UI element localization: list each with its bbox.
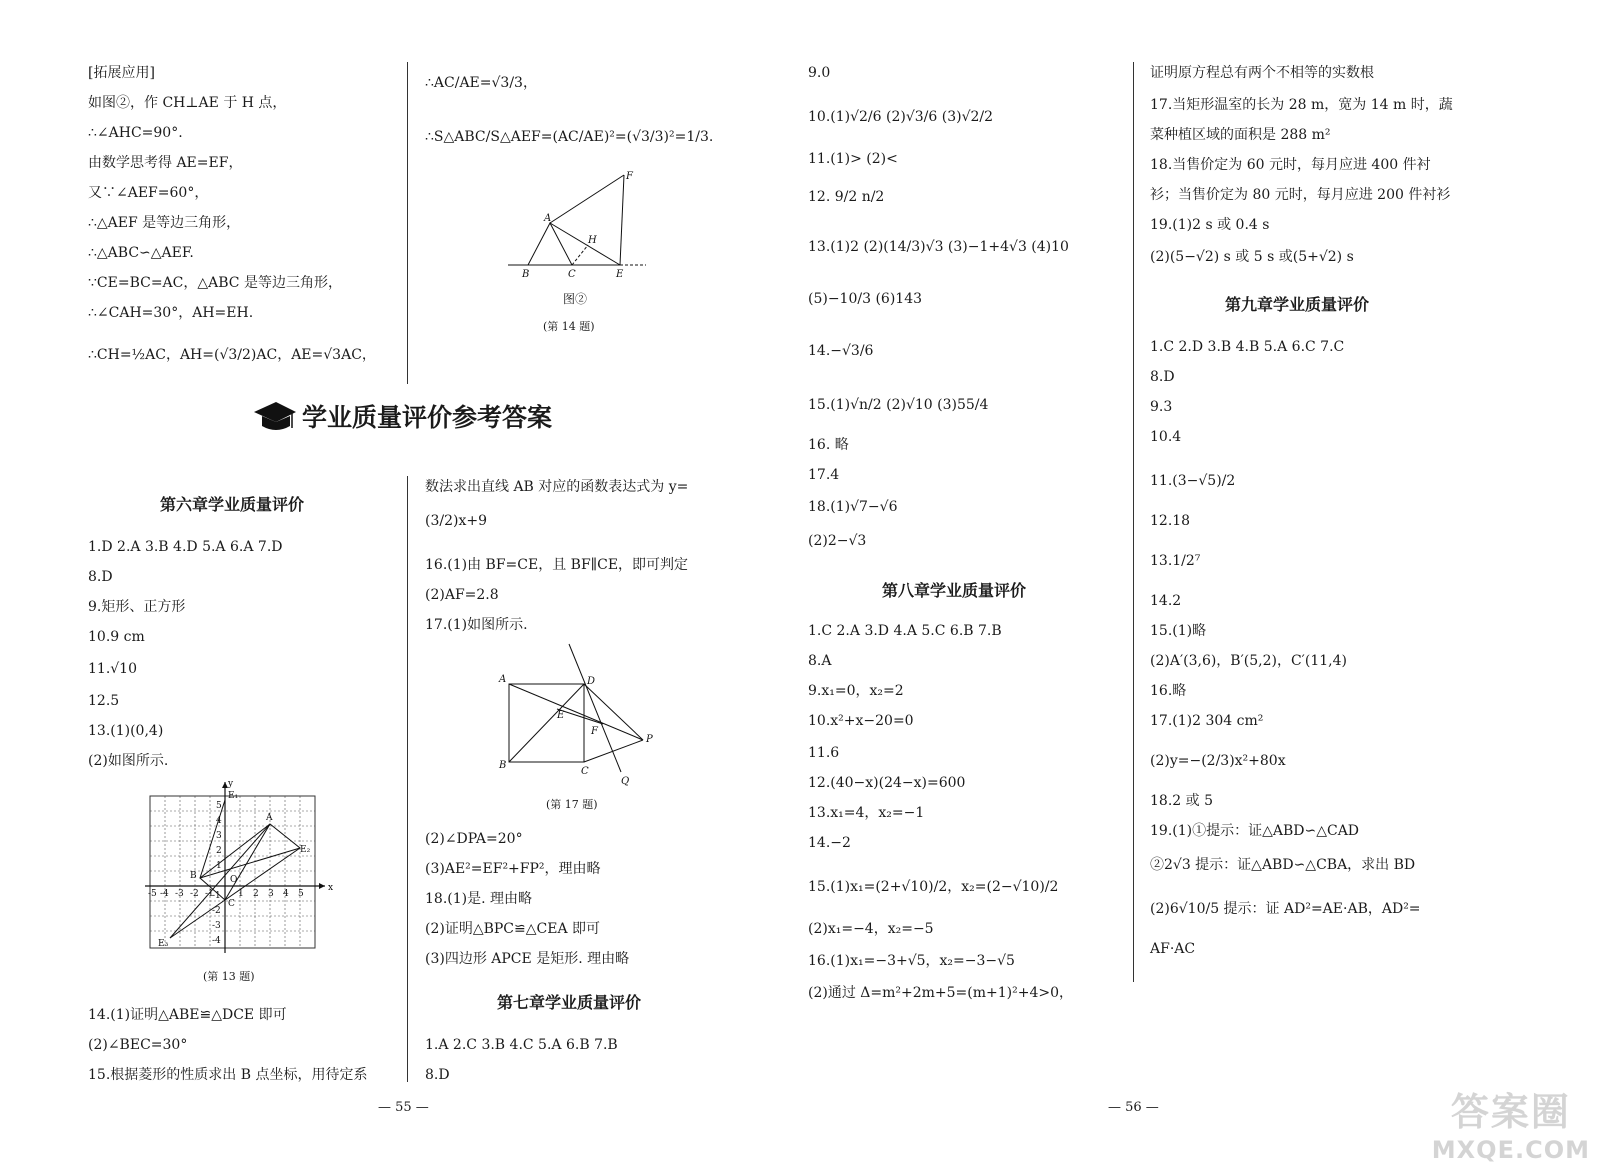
- answer-line: 16.略: [1150, 683, 1187, 699]
- figure-14-label: 图②: [563, 292, 588, 306]
- text-line: ∴∠AHC=90°.: [88, 125, 183, 141]
- answer-line: 16. 略: [808, 437, 849, 453]
- answer-line: 13.(1)2 (2)(14/3)√3 (3)−1+4√3 (4)10: [808, 239, 1069, 255]
- svg-text:D: D: [587, 676, 596, 687]
- site-watermark: [1432, 1081, 1590, 1164]
- answer-line: 17.4: [808, 467, 840, 483]
- answer-line: (3)四边形 APCE 是矩形. 理由略: [425, 951, 630, 967]
- answer-line: 17.(1)2 304 cm²: [1150, 713, 1264, 729]
- answer-line: 9.x₁=0，x₂=2: [808, 683, 904, 699]
- chapter6-heading: 第六章学业质量评价: [160, 495, 305, 514]
- answer-line: (2)2−√3: [808, 533, 867, 549]
- text-line: [拓展应用]: [88, 65, 155, 81]
- answer-line: 19.(1)①提示：证△ABD∽△CAD: [1150, 823, 1360, 839]
- svg-text:-3: -3: [212, 921, 221, 931]
- svg-text:F: F: [626, 171, 633, 182]
- column-divider: [407, 476, 408, 1082]
- answer-line: 1.C 2.D 3.B 4.B 5.A 6.C 7.C: [1150, 339, 1345, 355]
- answer-line: 14.(1)证明△ABE≌△DCE 即可: [88, 1007, 287, 1023]
- svg-text:C: C: [581, 766, 589, 777]
- answer-line: (2)(5−√2) s 或 5 s 或(5+√2) s: [1150, 249, 1354, 265]
- answer-line: (2)通过 Δ=m²+2m+5=(m+1)²+4>0，: [808, 985, 1074, 1001]
- svg-text:3: 3: [216, 831, 222, 841]
- text-line: ∴S△ABC/S△AEF=(AC/AE)²=(√3/3)²=1/3.: [425, 129, 714, 145]
- svg-text:5: 5: [216, 801, 222, 811]
- answer-line: 13.1/2⁷: [1150, 553, 1201, 569]
- svg-text:-2: -2: [190, 889, 199, 899]
- answer-line: 15.根据菱形的性质求出 B 点坐标，用待定系: [88, 1067, 368, 1083]
- figure-13-coordinate-grid: [140, 778, 340, 958]
- svg-text:1: 1: [216, 861, 222, 871]
- answer-line: 17.(1)如图所示.: [425, 617, 528, 633]
- svg-text:-4: -4: [160, 889, 169, 899]
- svg-text:H: H: [588, 235, 597, 246]
- answer-line: 9.矩形、正方形: [88, 599, 186, 615]
- svg-text:A: A: [499, 674, 507, 685]
- svg-text:-4: -4: [212, 936, 221, 946]
- text-line: ∵CE=BC=AC，△ABC 是等边三角形，: [88, 275, 342, 291]
- chapter8-heading: 第八章学业质量评价: [882, 581, 1027, 600]
- answer-line: (2)6√10/5 提示：证 AD²=AE·AB，AD²=: [1150, 901, 1421, 917]
- answer-line: 8.A: [808, 653, 832, 669]
- chapter7-heading: 第七章学业质量评价: [497, 993, 642, 1012]
- answer-line: (2)y=−(2/3)x²+80x: [1150, 753, 1286, 769]
- answer-line: 1.D 2.A 3.B 4.D 5.A 6.A 7.D: [88, 539, 283, 555]
- answer-line: 11.√10: [88, 661, 137, 677]
- answer-line: 9.3: [1150, 399, 1173, 415]
- svg-text:-3: -3: [175, 889, 184, 899]
- answer-line: 12. 9/2 n/2: [808, 189, 885, 205]
- figure-14-diagram: [500, 165, 660, 285]
- answer-line: 1.C 2.A 3.D 4.A 5.C 6.B 7.B: [808, 623, 1002, 639]
- text-line: ∴CH=½AC，AH=(√3/2)AC，AE=√3AC，: [88, 347, 376, 363]
- svg-text:E: E: [557, 710, 565, 721]
- watermark-logo-text: 答案圈: [1450, 1090, 1571, 1134]
- answer-line: 14.−2: [808, 835, 851, 851]
- graduation-cap-icon: [252, 398, 298, 438]
- answer-line: 19.(1)2 s 或 0.4 s: [1150, 217, 1270, 233]
- answer-line: 9.0: [808, 65, 831, 81]
- answer-line: 17.当矩形温室的长为 28 m，宽为 14 m 时，蔬: [1150, 97, 1453, 113]
- answer-line: 18.(1)是. 理由略: [425, 891, 532, 907]
- watermark-domain: MXQE.COM: [1431, 1136, 1590, 1164]
- svg-text:E₃: E₃: [158, 939, 169, 949]
- answer-line: 10.(1)√2/6 (2)√3/6 (3)√2/2: [808, 109, 994, 125]
- text-line: 由数学思考得 AE=EF，: [88, 155, 243, 171]
- svg-text:-1: -1: [212, 891, 221, 901]
- answer-line: 15.(1)略: [1150, 623, 1207, 639]
- answer-line: (2)证明△BPC≌△CEA 即可: [425, 921, 601, 937]
- svg-text:O: O: [230, 875, 238, 885]
- answer-line: 8.D: [88, 569, 113, 585]
- text-line: 如图②，作 CH⊥AE 于 H 点，: [88, 95, 287, 111]
- answer-line: 8.D: [1150, 369, 1175, 385]
- answer-line: 18.(1)√7−√6: [808, 499, 898, 515]
- answer-line: (3/2)x+9: [425, 513, 487, 529]
- answer-line: 10.4: [1150, 429, 1182, 445]
- svg-text:F: F: [591, 726, 598, 737]
- answer-line: (5)−10/3 (6)143: [808, 291, 923, 307]
- answer-line: 14.2: [1150, 593, 1182, 609]
- figure-14-caption: (第 14 题): [543, 320, 595, 333]
- answer-line: (2)∠DPA=20°: [425, 831, 523, 847]
- page-number-left: — 55 —: [378, 1100, 429, 1115]
- answer-line: 8.D: [425, 1067, 450, 1083]
- text-line: ∴AC/AE=√3/3，: [425, 75, 537, 91]
- answer-line: AF·AC: [1150, 941, 1196, 957]
- answer-line: (2)AF=2.8: [425, 587, 499, 603]
- svg-text:C: C: [228, 899, 235, 909]
- figure-17-diagram: [495, 642, 665, 787]
- answer-line: 数法求出直线 AB 对应的函数表达式为 y=: [425, 479, 689, 495]
- answer-line: 13.x₁=4，x₂=−1: [808, 805, 925, 821]
- answer-line: 衫；当售价定为 80 元时，每月应进 200 件衬衫: [1150, 187, 1451, 203]
- svg-text:P: P: [646, 734, 653, 745]
- svg-text:1: 1: [238, 889, 244, 899]
- svg-text:2: 2: [216, 846, 222, 856]
- figure-13-caption: (第 13 题): [203, 970, 255, 983]
- column-divider: [1133, 62, 1134, 982]
- answer-line: 11.6: [808, 745, 840, 761]
- svg-text:-5: -5: [148, 889, 157, 899]
- answer-line: 菜种植区域的面积是 288 m²: [1150, 127, 1331, 143]
- figure-17-caption: (第 17 题): [546, 798, 598, 811]
- answer-line: 14.−√3/6: [808, 343, 874, 359]
- svg-text:A: A: [544, 213, 552, 224]
- answer-line: (2)∠BEC=30°: [88, 1037, 188, 1053]
- svg-text:B: B: [190, 871, 197, 881]
- svg-text:E₁: E₁: [228, 791, 239, 801]
- answer-line: (2)A′(3,6)，B′(5,2)，C′(11,4): [1150, 653, 1347, 669]
- svg-text:-1: -1: [205, 889, 214, 899]
- text-line: ∴△ABC∽△AEF.: [88, 245, 194, 261]
- svg-text:C: C: [568, 269, 576, 280]
- answer-line: ②2√3 提示：证△ABD∽△CBA，求出 BD: [1150, 857, 1416, 873]
- answer-line: 12.(40−x)(24−x)=600: [808, 775, 966, 791]
- answer-line: 15.(1)x₁=(2+√10)/2，x₂=(2−√10)/2: [808, 879, 1059, 895]
- answer-line: 1.A 2.C 3.B 4.C 5.A 6.B 7.B: [425, 1037, 618, 1053]
- answer-line: 12.18: [1150, 513, 1191, 529]
- answer-line: 18.2 或 5: [1150, 793, 1213, 809]
- svg-text:x: x: [328, 883, 334, 893]
- svg-text:2: 2: [253, 889, 259, 899]
- answer-line: 15.(1)√n/2 (2)√10 (3)55/4: [808, 397, 989, 413]
- svg-text:3: 3: [268, 889, 274, 899]
- section-banner-title: 学业质量评价参考答案: [302, 403, 553, 432]
- answer-line: (2)x₁=−4，x₂=−5: [808, 921, 934, 937]
- chapter9-heading: 第九章学业质量评价: [1225, 295, 1370, 314]
- answer-line: 11.(1)> (2)<: [808, 151, 898, 167]
- svg-text:4: 4: [283, 889, 289, 899]
- svg-text:B: B: [522, 269, 530, 280]
- text-line: ∴∠CAH=30°，AH=EH.: [88, 305, 254, 321]
- text-line: ∴△AEF 是等边三角形，: [88, 215, 241, 231]
- answer-line: 16.(1)由 BF=CE，且 BF∥CE，即可判定: [425, 557, 689, 573]
- svg-text:Q: Q: [621, 776, 630, 787]
- answer-line: 证明原方程总有两个不相等的实数根: [1150, 65, 1374, 81]
- svg-text:E: E: [616, 269, 624, 280]
- svg-text:y: y: [228, 779, 234, 789]
- svg-text:-2: -2: [212, 906, 221, 916]
- answer-line: 10.x²+x−20=0: [808, 713, 914, 729]
- answer-line: 12.5: [88, 693, 120, 709]
- column-divider: [407, 62, 408, 384]
- answer-line: 13.(1)(0,4): [88, 723, 164, 739]
- svg-text:B: B: [499, 760, 507, 771]
- answer-line: 16.(1)x₁=−3+√5，x₂=−3−√5: [808, 953, 1015, 969]
- svg-text:A: A: [266, 813, 273, 823]
- page-number-right: — 56 —: [1108, 1100, 1159, 1115]
- answer-line: 10.9 cm: [88, 629, 145, 645]
- answer-line: (3)AE²=EF²+FP²，理由略: [425, 861, 601, 877]
- answer-line: (2)如图所示.: [88, 753, 169, 769]
- answer-line: 18.当售价定为 60 元时，每月应进 400 件衬: [1150, 157, 1431, 173]
- svg-text:4: 4: [216, 816, 222, 826]
- text-line: 又∵∠AEF=60°，: [88, 185, 209, 201]
- answer-line: 11.(3−√5)/2: [1150, 473, 1236, 489]
- svg-text:5: 5: [298, 889, 304, 899]
- svg-text:E₂: E₂: [300, 845, 311, 855]
